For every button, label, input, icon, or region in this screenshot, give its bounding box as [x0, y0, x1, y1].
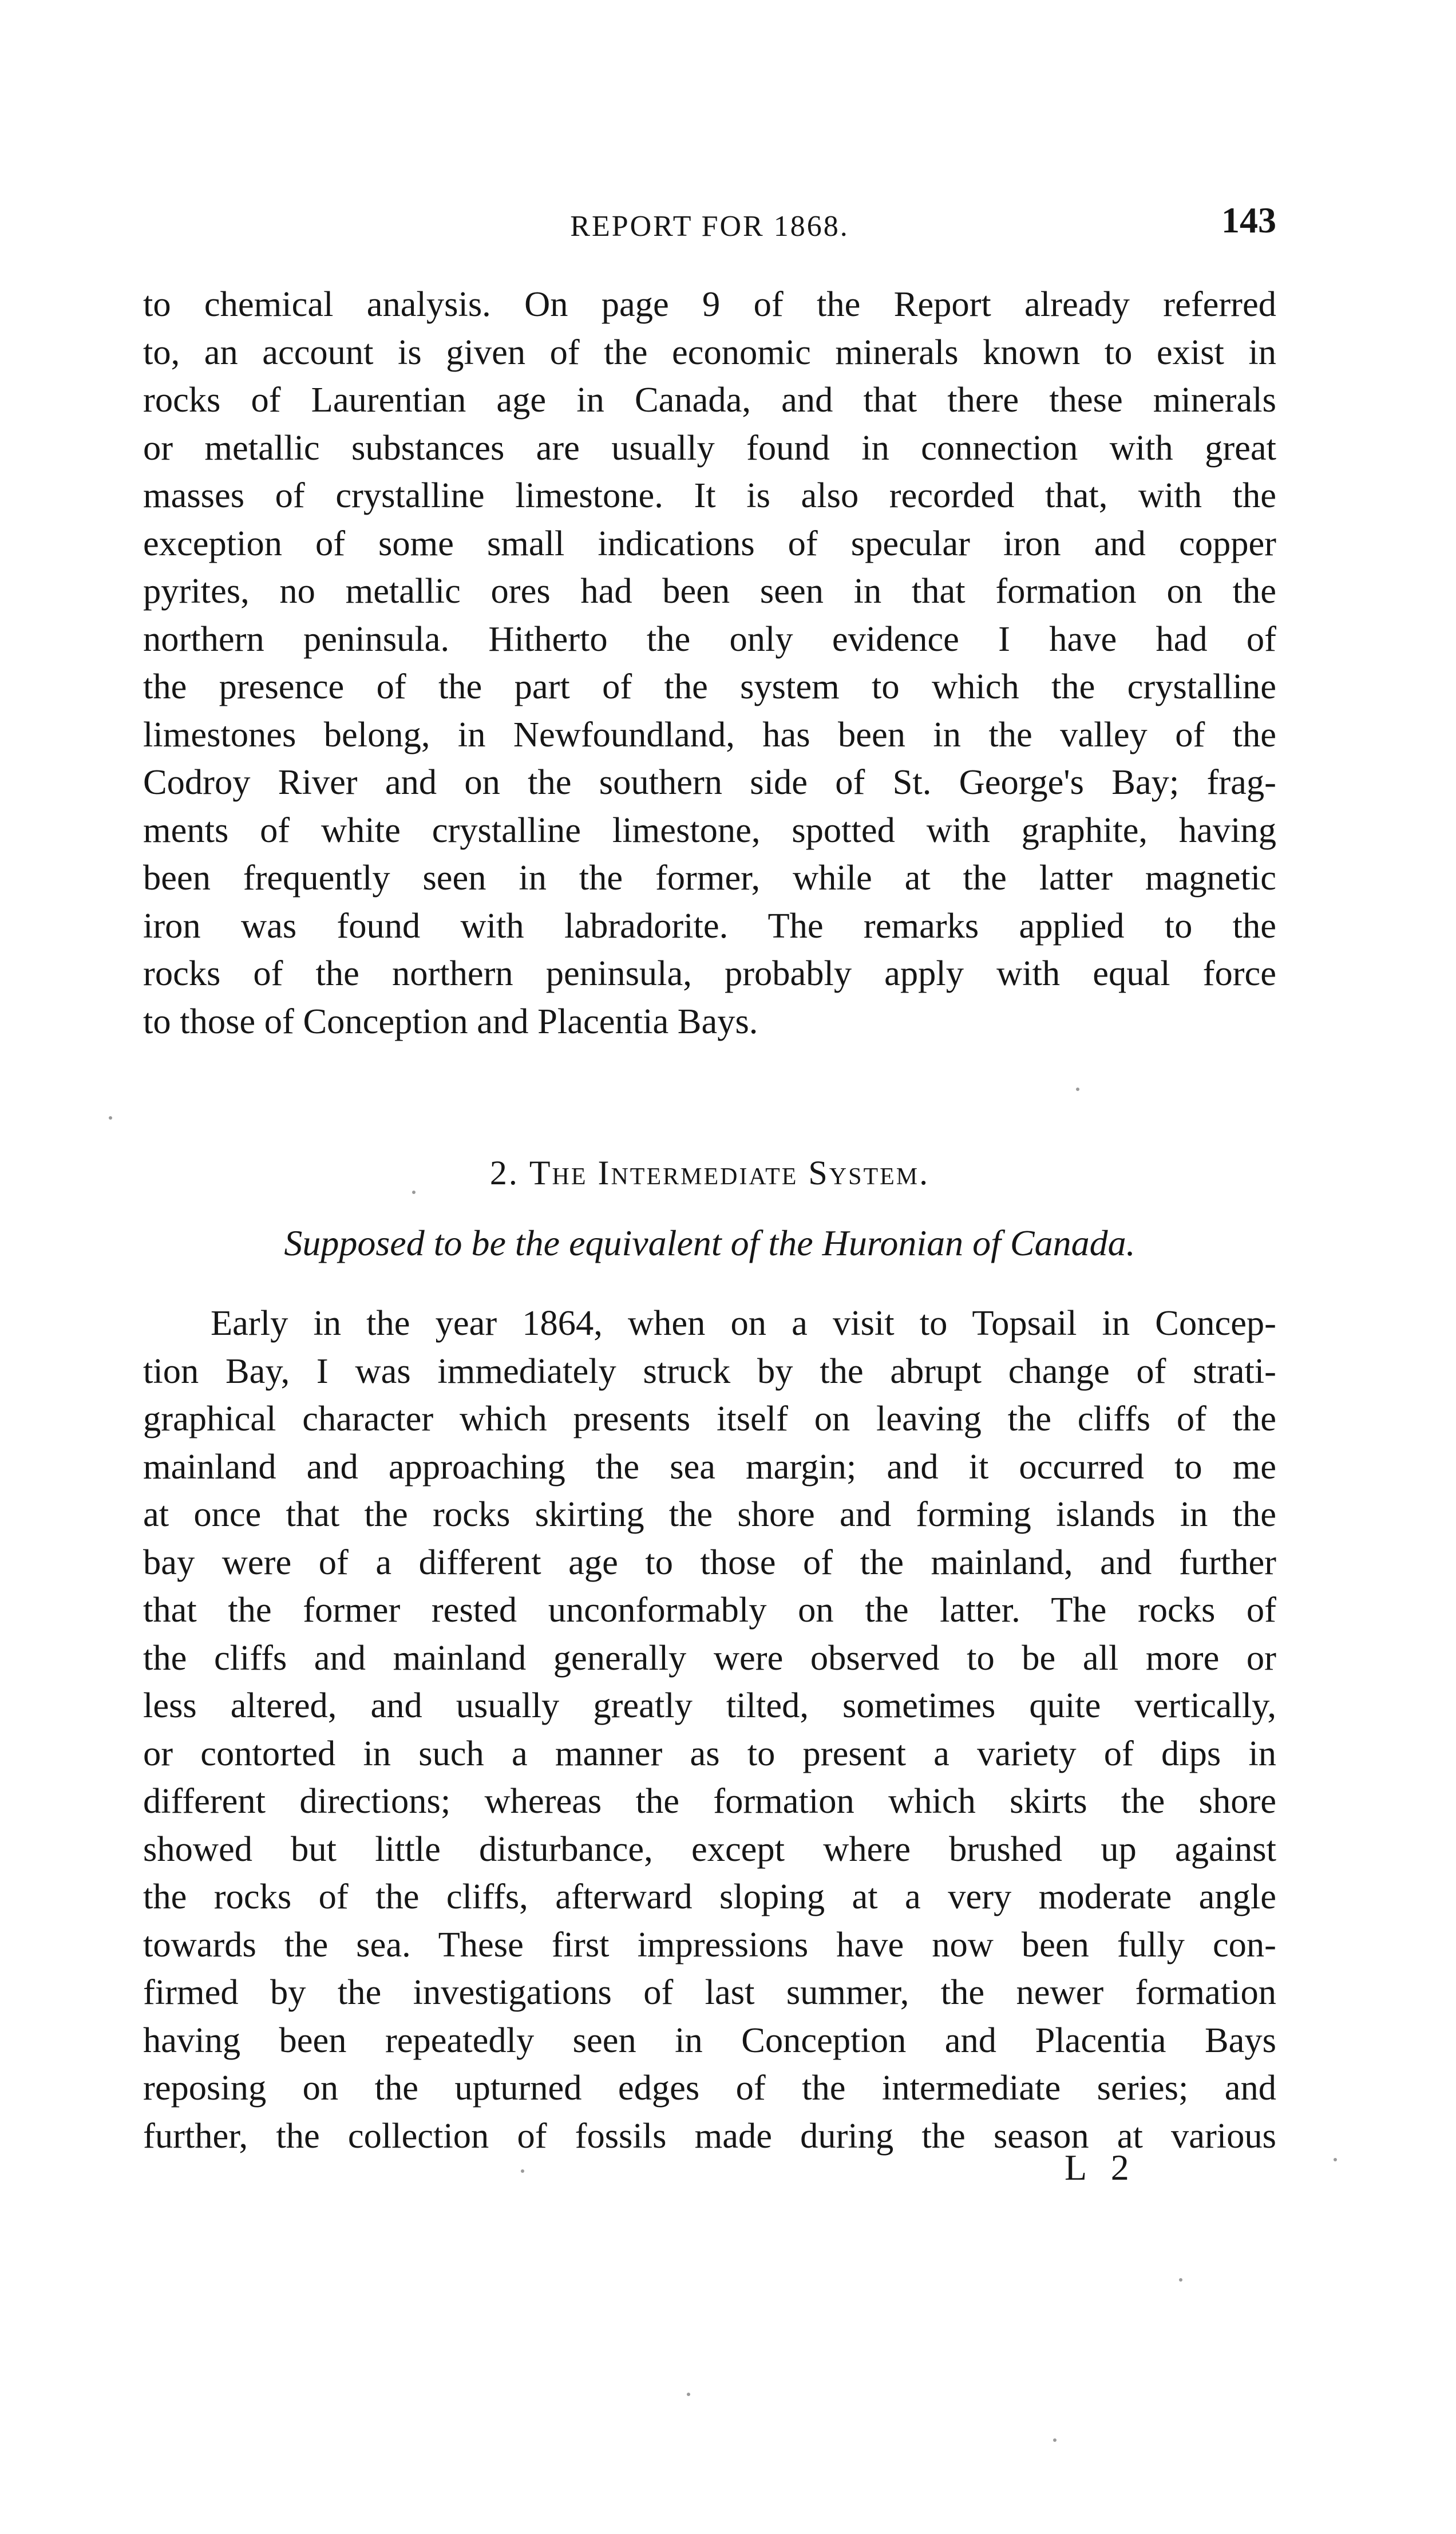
- text-line: towards the sea. These first impressions have now been fully con-: [143, 1924, 1276, 1964]
- text-line: or contorted in such a manner as to present a variety of dips in: [143, 1733, 1276, 1773]
- text-line: ments of white crystalline limestone, spotted with graphite, having: [143, 809, 1276, 850]
- text-line: Codroy River and on the southern side of St. George's Bay; frag-: [143, 762, 1276, 802]
- paper-speck: [1334, 2158, 1337, 2161]
- text-line: less altered, and usually greatly tilted, sometimes quite vertically,: [143, 1685, 1276, 1725]
- paper-speck: [687, 2393, 690, 2396]
- text-line: to chemical analysis. On page 9 of the Report already referred: [143, 284, 1276, 324]
- text-line: different directions; whereas the formation which skirts the shore: [143, 1781, 1276, 1821]
- text-line: rocks of Laurentian age in Canada, and that there these minerals: [143, 379, 1276, 420]
- section-number: 2.: [489, 1154, 519, 1192]
- running-title: REPORT FOR 1868.: [570, 210, 849, 243]
- section-title: The Intermediate System.: [529, 1154, 930, 1192]
- text-line: bay were of a different age to those of the mainland, and further: [143, 1541, 1276, 1582]
- page-number: 143: [1221, 200, 1276, 240]
- text-line: that the former rested unconformably on the latter. The rocks of: [143, 1590, 1276, 1630]
- text-line: the presence of the part of the system to which the crystalline: [143, 666, 1276, 706]
- text-line: iron was found with labradorite. The remarks applied to the: [143, 905, 1276, 946]
- paper-speck: [109, 1116, 112, 1120]
- text-line: been frequently seen in the former, while at the latter magnetic: [143, 857, 1276, 898]
- paper-speck: [1179, 2278, 1182, 2282]
- paragraph-2: [143, 1299, 1276, 2160]
- signature-mark: L 2: [1065, 2147, 1137, 2188]
- text-line: mainland and approaching the sea margin; and it occurred to me: [143, 1446, 1276, 1487]
- text-line: reposing on the upturned edges of the intermediate series; and: [143, 2067, 1276, 2108]
- text-line: showed but little disturbance, except where brushed up against: [143, 1828, 1276, 1869]
- text-line: the cliffs and mainland generally were observed to be all more or: [143, 1637, 1276, 1678]
- text-line: graphical character which presents itself on leaving the cliffs of the: [143, 1398, 1276, 1438]
- text-line: tion Bay, I was immediately struck by the abrupt change of strati-: [143, 1350, 1276, 1391]
- text-line: firmed by the investigations of last summer, the newer formation: [143, 1972, 1276, 2012]
- text-line: the rocks of the cliffs, afterward sloping at a very moderate angle: [143, 1876, 1276, 1916]
- paper-speck: [1053, 2438, 1057, 2442]
- text-line: pyrites, no metallic ores had been seen in that formation on the: [143, 571, 1276, 611]
- text-line: exception of some small indications of specular iron and copper: [143, 523, 1276, 563]
- text-line: to, an account is given of the economic minerals known to exist in: [143, 331, 1276, 372]
- paper-speck: [521, 2169, 524, 2173]
- section-subheading: Supposed to be the equivalent of the Huronian of Canada.: [284, 1223, 1135, 1263]
- running-head: [143, 199, 1276, 245]
- text-line: further, the collection of fossils made during the season at various: [143, 2115, 1276, 2156]
- text-line: masses of crystalline limestone. It is also recorded that, with the: [143, 475, 1276, 515]
- text-line: rocks of the northern peninsula, probably apply with equal force: [143, 953, 1276, 993]
- paper-speck: [412, 1191, 416, 1194]
- paper-speck: [1076, 1088, 1079, 1091]
- section-heading: [143, 1153, 1276, 1193]
- paragraph-1: [143, 280, 1276, 1045]
- text-line: having been repeatedly seen in Conception and Placentia Bays: [143, 2019, 1276, 2060]
- text-line: northern peninsula. Hitherto the only evidence I have had of: [143, 618, 1276, 659]
- text-line: at once that the rocks skirting the shore and forming islands in the: [143, 1494, 1276, 1534]
- text-line: limestones belong, in Newfoundland, has been in the valley of the: [143, 714, 1276, 754]
- text-line: Early in the year 1864, when on a visit to Topsail in Concep-: [211, 1303, 1276, 1343]
- text-line: to those of Conception and Placentia Bays.: [143, 1001, 758, 1041]
- text-line: or metallic substances are usually found in connection with great: [143, 427, 1276, 468]
